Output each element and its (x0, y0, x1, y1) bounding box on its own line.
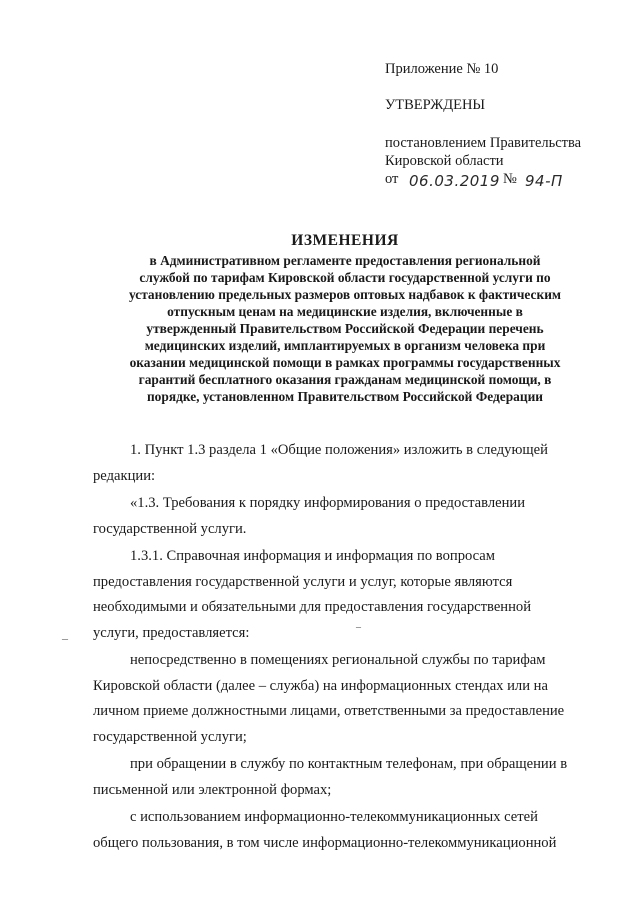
resolution-line-1: постановлением Правительства (385, 135, 582, 151)
title-heading: ИЗМЕНЕНИЯ (291, 232, 399, 249)
resolution-line-2: Кировской области (385, 153, 504, 169)
paragraph-5-line-2: письменной или электронной формах; (93, 781, 332, 798)
paragraph-4-line-3: личном приеме должностными лицами, ответственными за предоставление (93, 703, 565, 719)
paragraph-3-line-1: 1.3.1. Справочная информация и информация по вопросам (130, 548, 496, 564)
annex-number: Приложение № 10 (385, 61, 499, 77)
paragraph-4-line-1: непосредственно в помещениях региональной службы по тарифам (130, 652, 546, 668)
paragraph-6-line-2: общего пользования, в том числе информационно-телекоммуникационной (93, 834, 557, 851)
title-line: гарантий бесплатного оказания гражданам медицинской помощи, в (138, 372, 552, 387)
document-body (93, 438, 597, 856)
title-line: порядке, установленном Правительством Российской Федерации (146, 389, 544, 404)
from-label: от (385, 171, 399, 187)
document-title (60, 232, 630, 405)
paragraph-2-line-1: «1.3. Требования к порядку информирования о предоставлении (130, 495, 526, 511)
paragraph-3-line-2: предоставления государственной услуги и услуг, которые являются (93, 573, 513, 590)
paragraph-4-line-4: государственной услуги; (93, 728, 247, 745)
paragraph-3-line-3: необходимыми и обязательными для предоставления государственной (93, 599, 532, 615)
title-line: службой по тарифам Кировской области государственной услуги по (139, 270, 551, 285)
scan-mark: – (62, 631, 68, 645)
title-line: установлению предельных размеров оптовых надбавок к фактическим (128, 287, 562, 302)
paragraph-5-line-1: при обращении в службу по контактным телефонам, при обращении в (130, 756, 568, 772)
paragraph-1-line-1: 1. Пункт 1.3 раздела 1 «Общие положения» изложить в следующей (130, 442, 548, 458)
handwritten-date: 06.03.2019 (409, 172, 500, 190)
paragraph-4-line-2: Кировской области (далее – служба) на информационных стендах или на (93, 677, 548, 694)
handwritten-number: 94-П (525, 172, 563, 190)
title-line: отпускным ценам на медицинские изделия, включенные в (167, 304, 523, 319)
title-line: в Административном регламенте предоставления региональной (149, 253, 541, 268)
date-number-row (385, 170, 615, 190)
approval-block (385, 60, 615, 190)
paragraph-2-line-2: государственной услуги. (93, 520, 247, 537)
paragraph-6-line-1: с использованием информационно-телекоммуникационных сетей (130, 809, 538, 825)
paragraph-3-line-4: услуги, предоставляется: (93, 624, 250, 641)
paragraph-1-line-2: редакции: (93, 467, 156, 484)
title-line: медицинских изделий, имплантируемых в организм человека при (144, 338, 546, 353)
scan-mark: – (356, 622, 361, 633)
title-line: оказании медицинской помощи в рамках программы государственных (129, 355, 561, 370)
title-line: утвержденный Правительством Российской Федерации перечень (146, 321, 544, 336)
number-label: № (503, 171, 517, 187)
approved-label: УТВЕРЖДЕНЫ (385, 97, 486, 113)
